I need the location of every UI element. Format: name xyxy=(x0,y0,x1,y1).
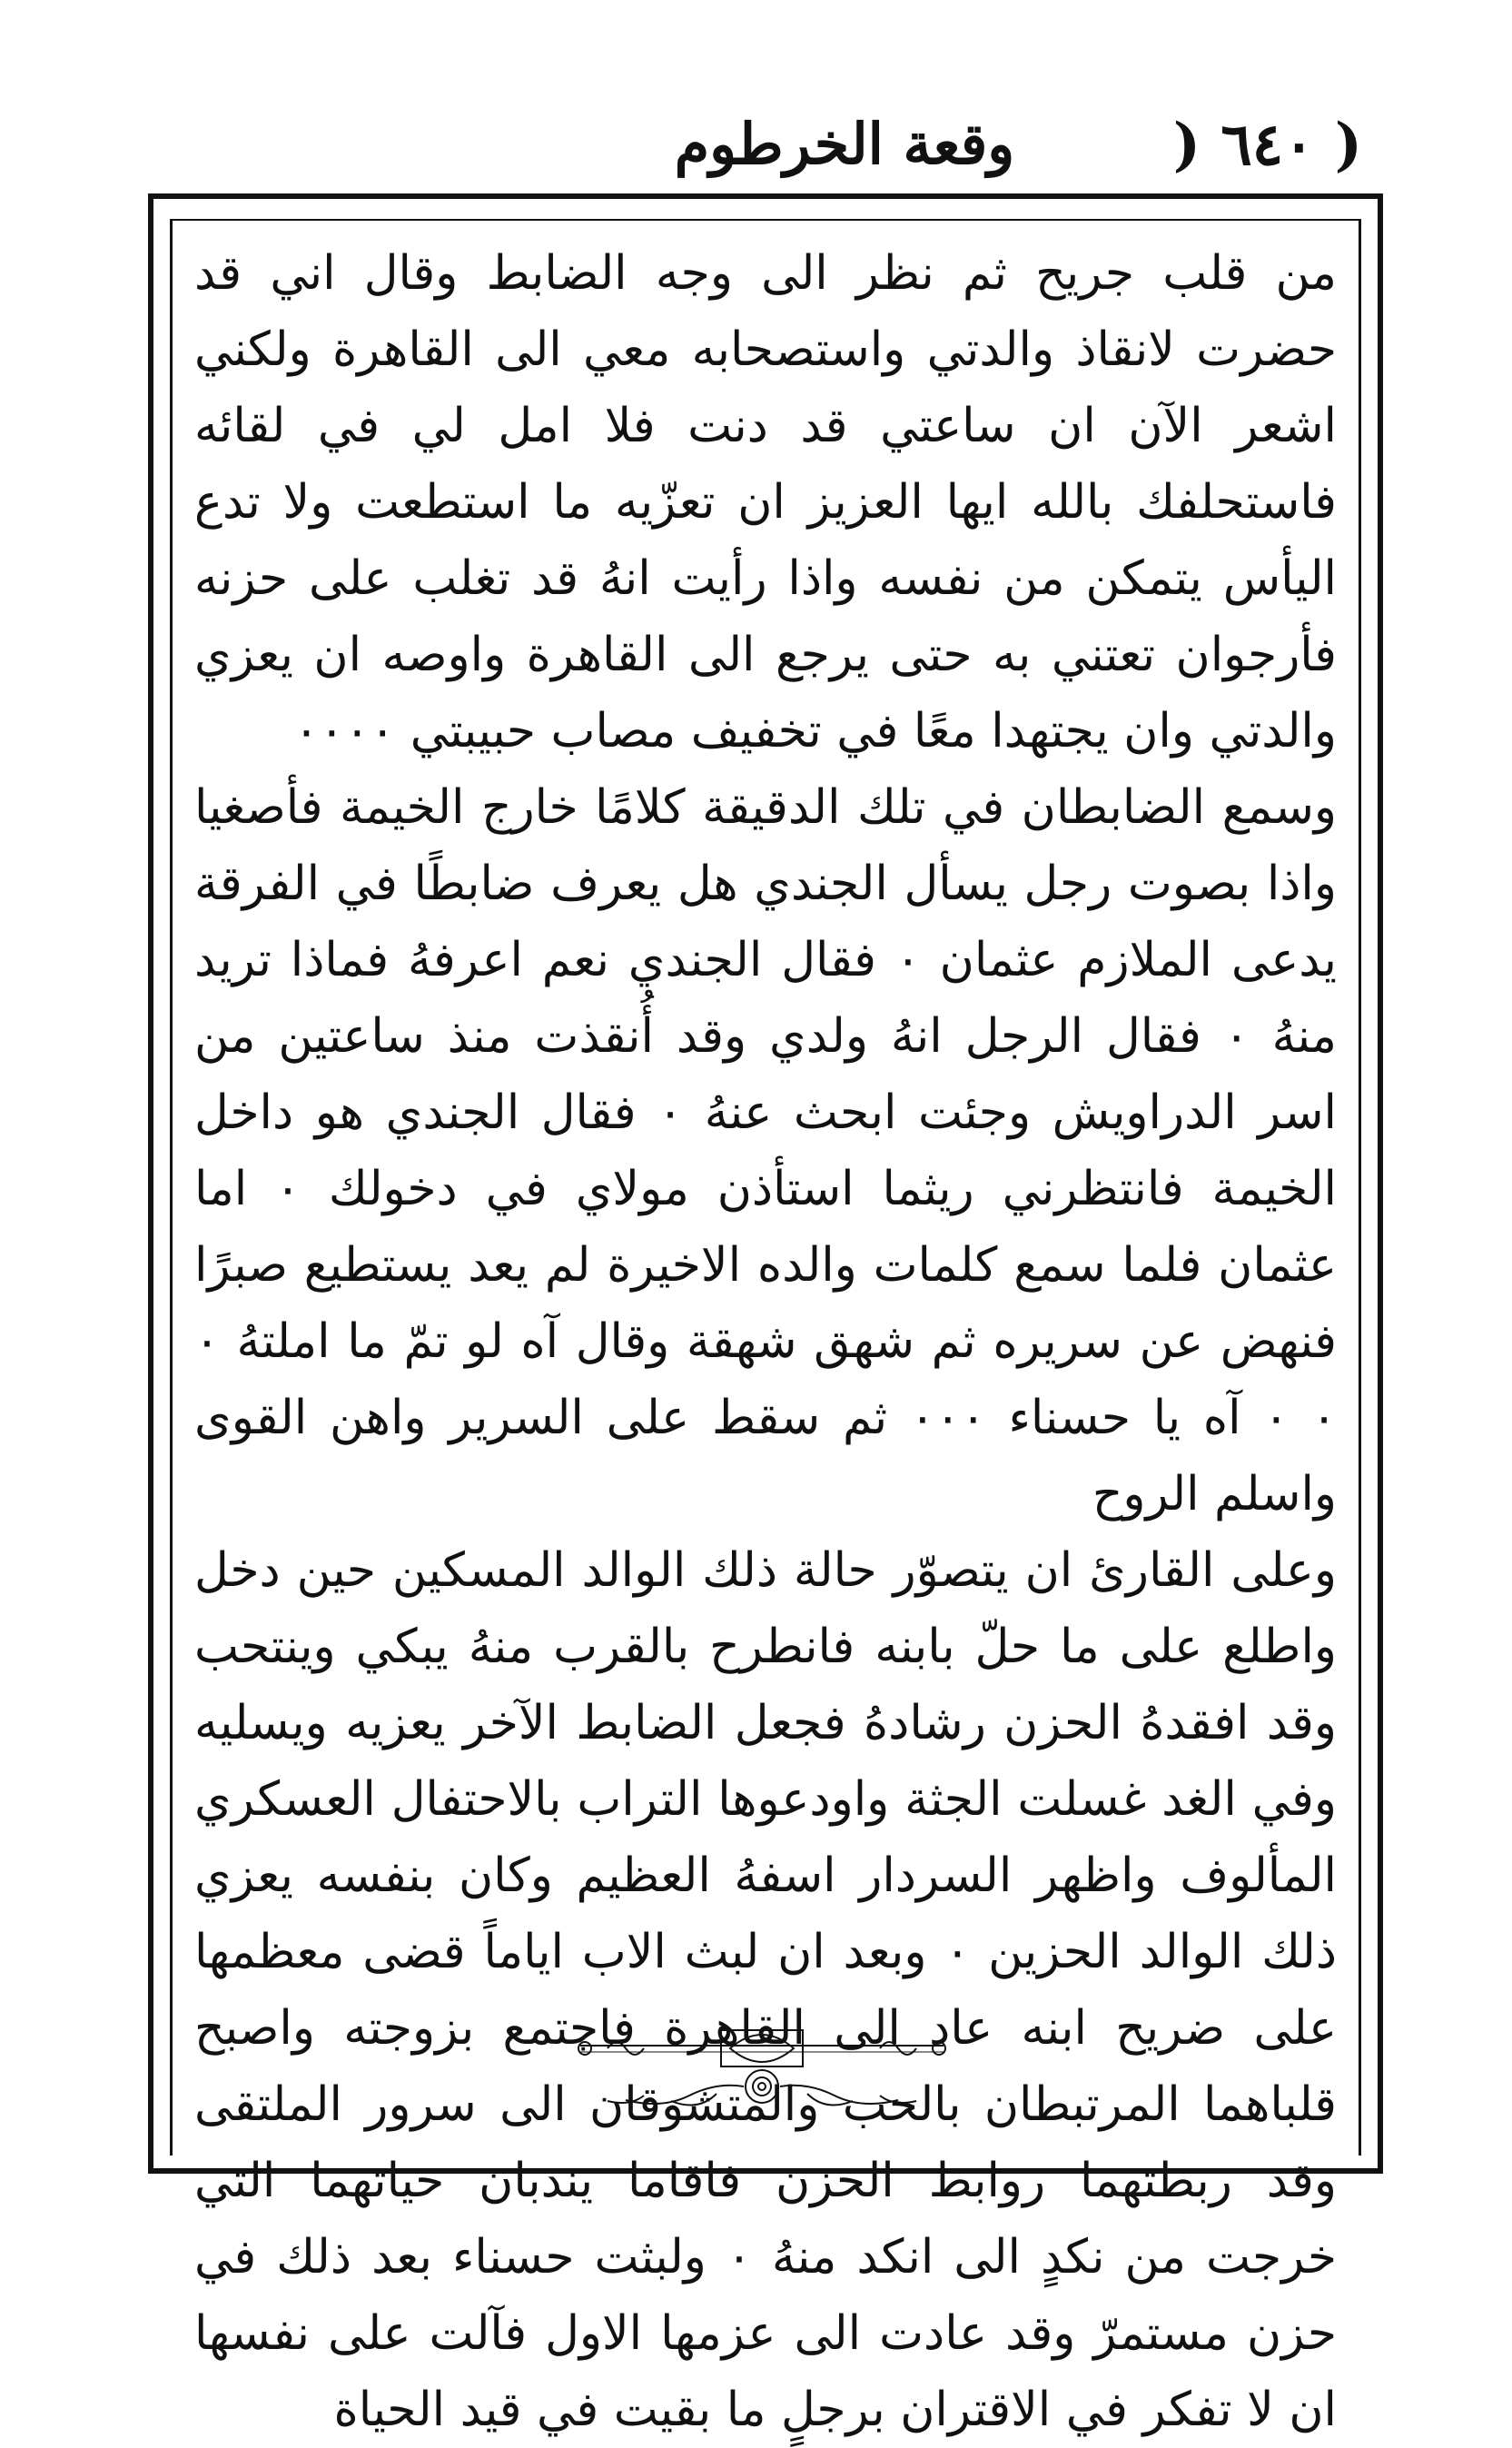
tailpiece-ornament xyxy=(562,2005,962,2123)
page-frame xyxy=(148,193,1383,2437)
paragraph-1: من قلب جريح ثم نظر الى وجه الضابط وقال اني قد حضرت لانقاذ والدتي واستصحابه معي الى القاهرة ولكني اشعر الآن ان ساعتي قد دنت فلا امل لي في لقائه فاستحلفك بالله ايها العزيز ان تعزّيه ما استطعت ولا تدع اليأس يتمكن من نفسه واذا رأيت انهُ قد تغلب على حزنه فأرجوان تعتني به حتى يرجع الى القاهرة واوصه ان يعزي والدتي وان يجتهدا معًا في تخفيف مصاب حبيبتي ٠٠٠٠ xyxy=(194,246,1337,758)
running-title: وقعة الخرطوم xyxy=(674,111,1015,177)
page-number: ( ٦٤٠ ( xyxy=(1172,111,1362,179)
paragraph-2: وسمع الضابطان في تلك الدقيقة كلامًا خارج الخيمة فأصغيا واذا بصوت رجل يسأل الجندي هل يعرف ضابطًا في الفرقة يدعى الملازم عثمان ٠ فقال الجندي نعم اعرفهُ فماذا تريد منهُ ٠ فقال الرجل انهُ ولدي وقد أُنقذت منذ ساعتين من اسر الدراويش وجئت ابحث عنهُ ٠ فقال الجندي هو داخل الخيمة فانتظرني ريثما استأذن مولاي في دخولك ٠ اما عثمان فلما سمع كلمات والده الاخيرة لم يعد يستطيع صبرًا فنهض عن سريره ثم شهق شهقة وقال آه لو تمّ ما املتهُ ٠ ٠ ٠ آه يا حسناء ٠٠٠ ثم سقط على السرير واهن القوى واسلم الروح xyxy=(194,780,1338,1521)
page-header xyxy=(182,100,1362,200)
paragraph-3: وعلى القارئ ان يتصوّر حالة ذلك الوالد المسكين حين دخل واطلع على ما حلّ بابنه فانطرح بالقرب منهُ يبكي وينتحب وقد افقدهُ الحزن رشادهُ فجعل الضابط الآخر يعزيه ويسليه وفي الغد غسلت الجثة واودعوها التراب بالاحتفال العسكري المألوف واظهر السردار اسفهُ العظيم وكان بنفسه يعزي ذلك الوالد الحزين ٠ وبعد ان لبث الاب اياماً قضى معظمها على ضريح ابنه عاد الى القاهرة فاجتمع بزوجته واصبح قلباهما المرتبطان بالحب والمتشوقان الى سرور الملتقى وقد ربطتهما روابط الحزن فاقاما يندبان حياتهما التي خرجت من نكدٍ الى انكد منهُ ٠ ولبثت حسناء بعد ذلك في حزن مستمرّ وقد عادت الى عزمها الاول فآلت على نفسها ان لا تفكر في الاقتران برجلٍ ما بقيت في قيد الحياة xyxy=(194,1543,1337,2437)
